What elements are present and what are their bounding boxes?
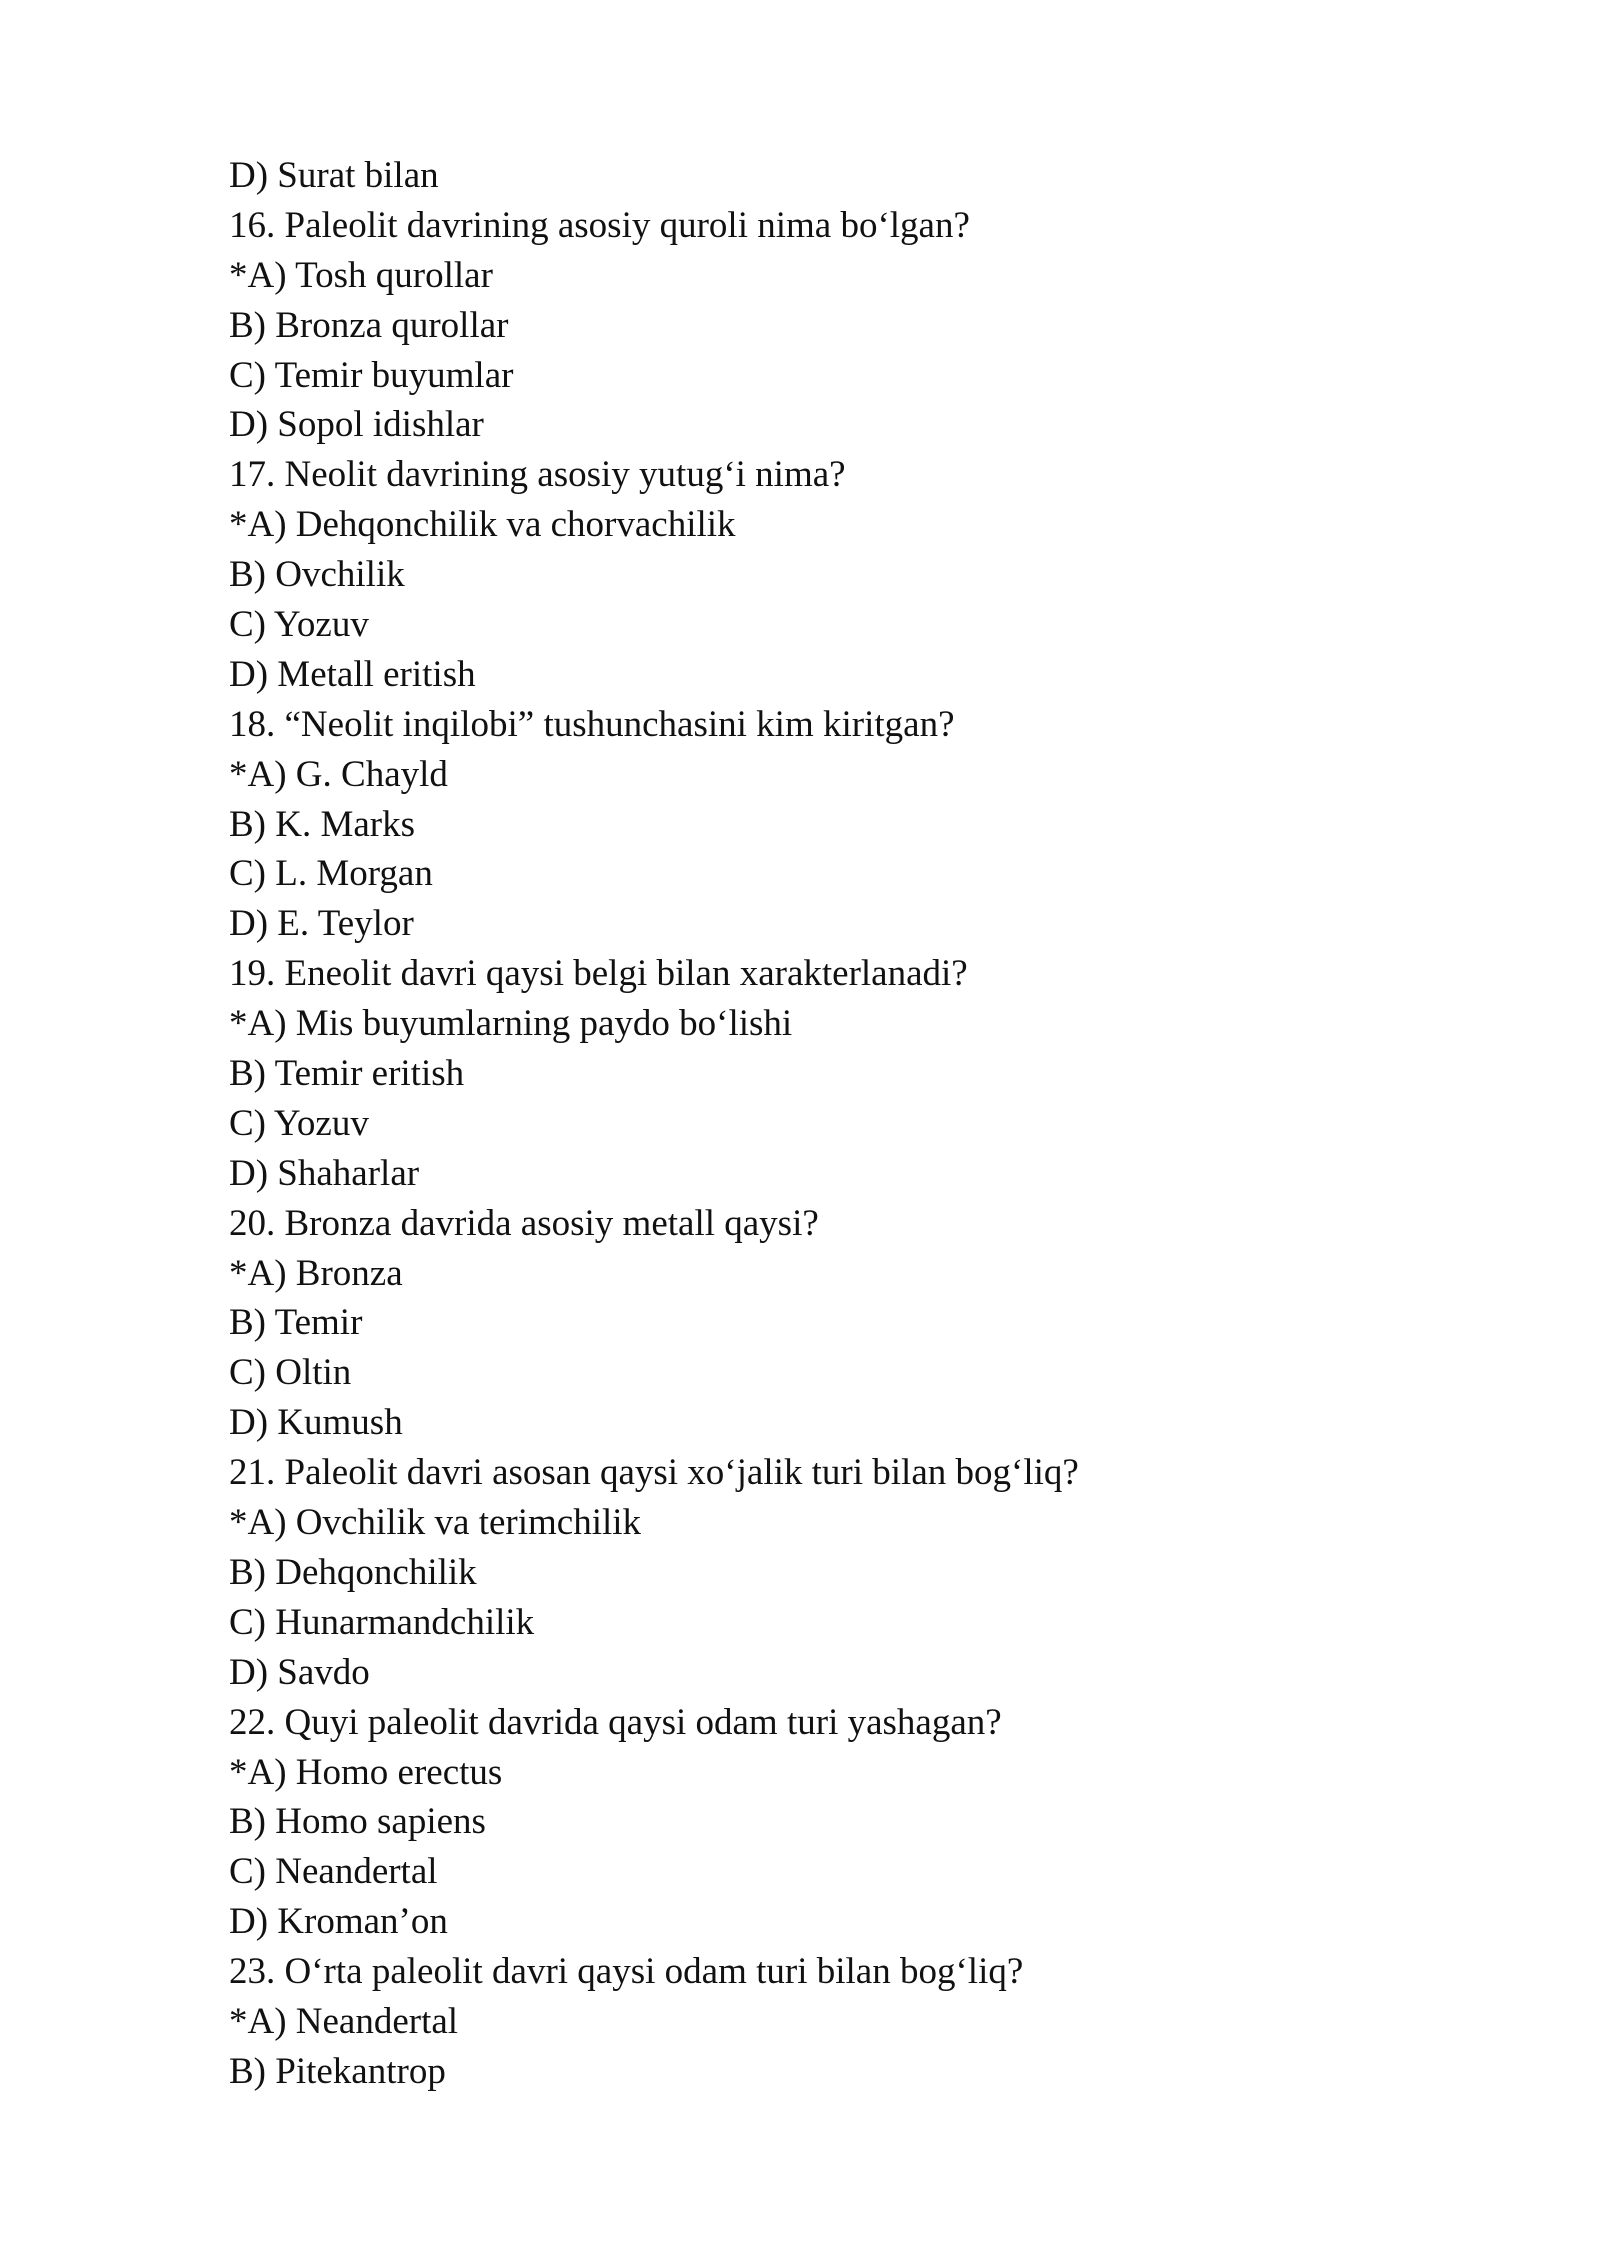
answer-option: B) K. Marks <box>229 803 416 845</box>
answer-option: B) Temir <box>229 1302 363 1344</box>
answer-option: C) L. Morgan <box>229 853 433 895</box>
answer-option: C) Yozuv <box>229 604 369 646</box>
answer-option: B) Dehqonchilik <box>229 1551 477 1593</box>
answer-option: D) Kumush <box>229 1402 403 1444</box>
answer-option: C) Temir buyumlar <box>229 354 514 396</box>
answer-option: B) Homo sapiens <box>229 1801 486 1843</box>
answer-option: D) Sopol idishlar <box>229 404 484 446</box>
answer-option-correct: *A) G. Chayld <box>229 753 448 795</box>
answer-option: D) E. Teylor <box>229 903 414 945</box>
answer-option-correct: *A) Neandertal <box>229 2000 459 2042</box>
answer-option: C) Neandertal <box>229 1851 438 1893</box>
answer-option-correct: *A) Mis buyumlarning paydo bo‘lishi <box>229 1003 793 1045</box>
answer-option-correct: *A) Ovchilik va terimchilik <box>229 1502 642 1544</box>
answer-option: B) Bronza qurollar <box>229 304 509 346</box>
answer-option: D) Kroman’on <box>229 1901 448 1943</box>
document-body <box>229 151 1429 2097</box>
answer-option: B) Pitekantrop <box>229 2050 446 2092</box>
answer-option: C) Yozuv <box>229 1102 369 1144</box>
question: 17. Neolit davrining asosiy yutug‘i nima? <box>229 454 846 496</box>
answer-option-correct: *A) Bronza <box>229 1252 403 1294</box>
question: 16. Paleolit davrining asosiy quroli nima bo‘lgan? <box>229 204 970 246</box>
answer-option-correct: *A) Tosh qurollar <box>229 254 493 296</box>
answer-option: C) Oltin <box>229 1352 352 1394</box>
answer-option: B) Temir eritish <box>229 1053 465 1095</box>
answer-option: C) Hunarmandchilik <box>229 1601 535 1643</box>
answer-option-correct: *A) Homo erectus <box>229 1751 503 1793</box>
answer-option-correct: *A) Dehqonchilik va chorvachilik <box>229 504 736 546</box>
answer-option: D) Shaharlar <box>229 1152 420 1194</box>
question: 21. Paleolit davri asosan qaysi xo‘jalik turi bilan bog‘liq? <box>229 1452 1079 1494</box>
question: 18. “Neolit inqilobi” tushunchasini kim kiritgan? <box>229 703 955 745</box>
answer-option: B) Ovchilik <box>229 554 405 596</box>
answer-option: D) Metall eritish <box>229 653 476 695</box>
question: 19. Eneolit davri qaysi belgi bilan xarakterlanadi? <box>229 953 968 995</box>
question: 20. Bronza davrida asosiy metall qaysi? <box>229 1202 819 1244</box>
question: 23. O‘rta paleolit davri qaysi odam turi bilan bog‘liq? <box>229 1951 1024 1993</box>
question: 22. Quyi paleolit davrida qaysi odam turi yashagan? <box>229 1701 1002 1743</box>
answer-option: D) Savdo <box>229 1651 370 1693</box>
answer-option: D) Surat bilan <box>229 155 439 196</box>
